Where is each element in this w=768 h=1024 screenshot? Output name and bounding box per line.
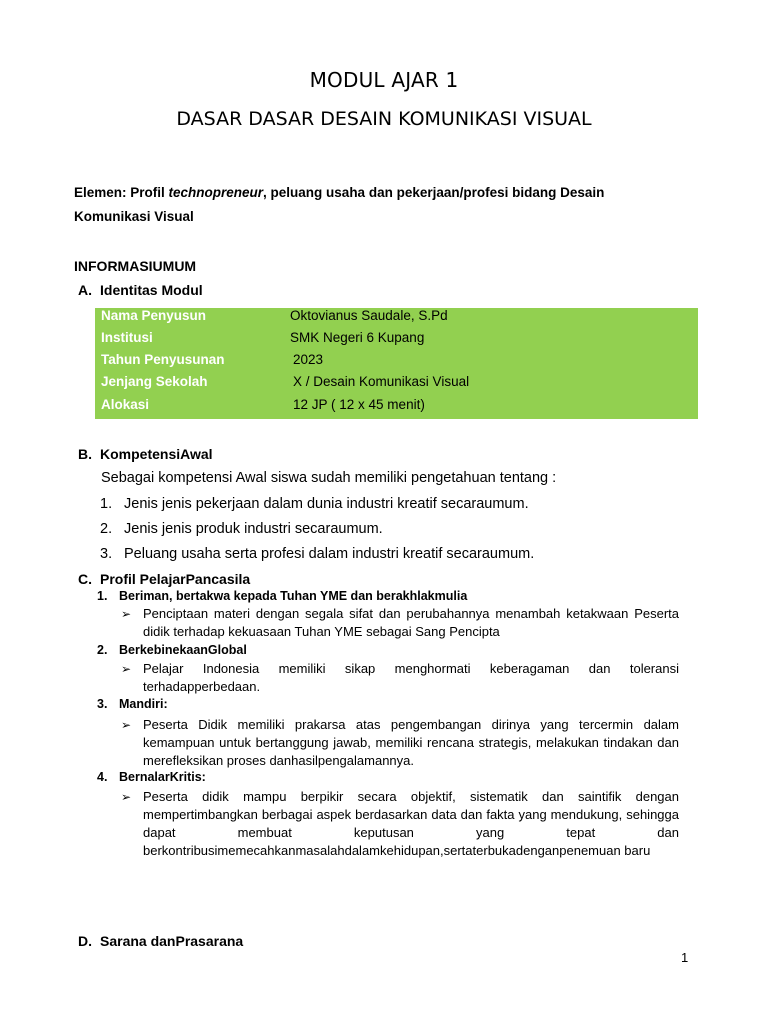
profil-bullet <box>121 788 679 860</box>
list-number: 3. <box>100 546 113 562</box>
profil-bullet-text: Peserta Didik memiliki prakarsa atas pengembangan dirinya yang tercermin dalam kemampuan untuk bertanggung jawab, memiliki rencana strategis, melakukan tindakan dan merefleksikan proses danhasilpengalamannya. <box>143 717 679 768</box>
list-text: Jenis jenis produk industri secaraumum. <box>124 521 383 537</box>
info-heading: INFORMASIUMUM <box>74 258 197 274</box>
arrow-bullet-icon: ➢ <box>121 607 132 621</box>
profil-item-title <box>97 697 168 711</box>
identitas-value: 12 JP ( 12 x 45 menit) <box>293 397 425 412</box>
elemen-line2: Komunikasi Visual <box>74 209 194 224</box>
section-a-title: Identitas Modul <box>100 282 203 298</box>
section-c-title: Profil PelajarPancasila <box>100 571 251 587</box>
elemen-paragraph <box>74 181 674 229</box>
section-a-heading <box>78 282 203 298</box>
section-d-heading <box>78 933 243 949</box>
identitas-key: Tahun Penyusunan <box>101 352 225 367</box>
section-b-heading <box>78 446 213 462</box>
profil-item-number: 1. <box>97 589 108 603</box>
elemen-italic: technopreneur <box>168 185 264 200</box>
profil-bullet <box>121 605 679 641</box>
profil-bullet <box>121 660 679 696</box>
section-a-letter: A. <box>78 282 92 298</box>
document-subtitle: DASAR DASAR DESAIN KOMUNIKASI VISUAL <box>176 108 592 130</box>
profil-item-label: BerkebinekaanGlobal <box>119 643 247 657</box>
profil-item-label: BernalarKritis: <box>119 770 206 784</box>
profil-bullet <box>121 716 679 770</box>
arrow-bullet-icon: ➢ <box>121 718 132 732</box>
profil-item-title <box>97 589 467 603</box>
section-b-intro: Sebagai kompetensi Awal siswa sudah memiliki pengetahuan tentang : <box>101 470 557 486</box>
list-number: 2. <box>100 521 113 537</box>
identitas-key: Jenjang Sekolah <box>101 374 208 389</box>
identitas-value: SMK Negeri 6 Kupang <box>290 330 425 345</box>
profil-item-number: 2. <box>97 643 108 657</box>
list-item <box>100 546 534 562</box>
section-d-title: Sarana danPrasarana <box>100 933 244 949</box>
profil-bullet-text: Penciptaan materi dengan segala sifat dan perubahannya menambah ketakwaan Peserta didik terhadap kekuasaan Tuhan YME sebagai Sang Pencipta <box>143 606 679 639</box>
list-item <box>100 496 529 512</box>
list-text: Peluang usaha serta profesi dalam industri kreatif secaraumum. <box>124 546 535 562</box>
list-text: Jenis jenis pekerjaan dalam dunia industri kreatif secaraumum. <box>124 496 529 512</box>
profil-item-label: Mandiri: <box>119 697 168 711</box>
profil-bullet-text: Pelajar Indonesia memiliki sikap menghormati keberagaman dan toleransi terhadapperbedaan. <box>143 661 679 694</box>
elemen-prefix: Elemen: Profil <box>74 185 169 200</box>
section-c-letter: C. <box>78 571 92 587</box>
list-item <box>100 521 383 537</box>
profil-item-title <box>97 770 206 784</box>
page-number: 1 <box>681 950 689 965</box>
profil-bullet-text: Peserta didik mampu berpikir secara objektif, sistematik dan saintifik dengan mempertimbangkan berbagai aspek berdasarkan data dan fakta yang mendukung, sehingga dapat membuat keputusan yang tepat dan berkontribusimemecahkanmasalahdalamkehidupan,sertaterbukadenganpenemuan baru <box>143 789 679 858</box>
identitas-key: Alokasi <box>101 397 150 412</box>
identitas-key: Institusi <box>101 330 153 345</box>
document-title: MODUL AJAR 1 <box>309 68 459 92</box>
elemen-suffix: , peluang usaha dan pekerjaan/profesi bidang Desain <box>263 185 605 200</box>
section-d-letter: D. <box>78 933 92 949</box>
identitas-value: X / Desain Komunikasi Visual <box>293 374 470 389</box>
profil-item-label: Beriman, bertakwa kepada Tuhan YME dan berakhlakmulia <box>119 589 468 603</box>
list-number: 1. <box>100 496 113 512</box>
identitas-table <box>95 308 698 419</box>
identitas-key: Nama Penyusun <box>101 308 207 323</box>
arrow-bullet-icon: ➢ <box>121 662 132 676</box>
section-c-heading <box>78 571 250 587</box>
section-b-title: KompetensiAwal <box>100 446 213 462</box>
profil-item-number: 3. <box>97 697 108 711</box>
profil-item-title <box>97 643 247 657</box>
profil-item-number: 4. <box>97 770 108 784</box>
arrow-bullet-icon: ➢ <box>121 790 132 804</box>
section-b-letter: B. <box>78 446 92 462</box>
identitas-value: 2023 <box>293 352 324 367</box>
identitas-value: Oktovianus Saudale, S.Pd <box>290 308 448 323</box>
